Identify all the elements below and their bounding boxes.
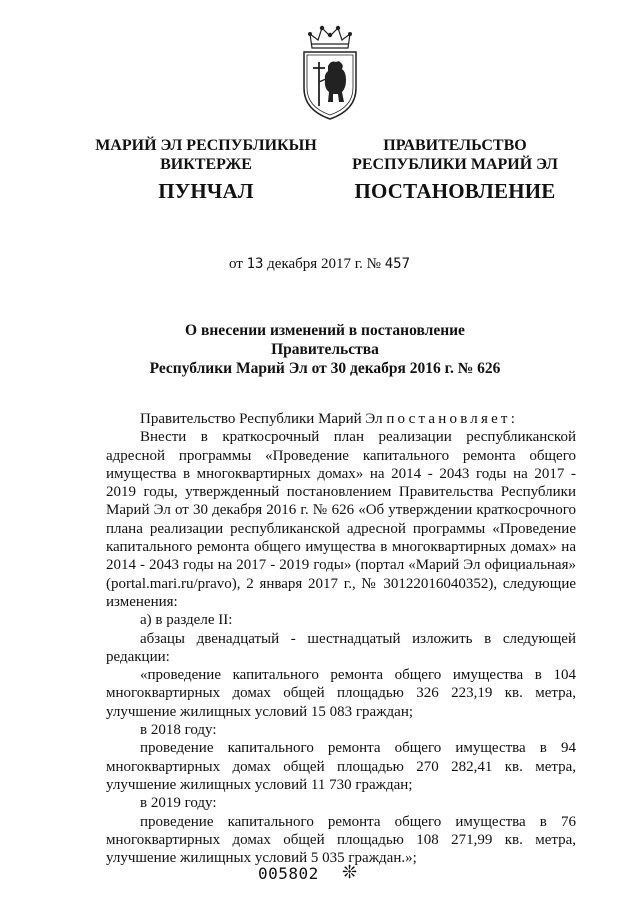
document-subject xyxy=(130,321,520,378)
body-paragraph-2018: проведение капитального ремонта общего имущества в 94 многоквартирных домах общей площадью 270 282,41 кв. метра, улучшение жилищных условий 11 730 граждан; xyxy=(106,740,576,793)
heading-left-title: ПУНЧАЛ xyxy=(158,179,254,203)
date-number-line xyxy=(0,256,639,273)
decree-verb: постановляет: xyxy=(386,411,519,427)
heading-left-block xyxy=(88,136,324,204)
heading-right-title: ПОСТАНОВЛЕНИЕ xyxy=(354,179,556,203)
decree-intro: Правительство Республики Марий Эл xyxy=(140,411,387,427)
body-paragraph-2018-heading: в 2018 году: xyxy=(140,722,217,739)
subject-line2: Республики Марий Эл от 30 декабря 2016 г. № 626 xyxy=(149,360,501,377)
date-prefix: от xyxy=(228,256,243,272)
heading-left-line2: ВИКТЕРЖЕ xyxy=(160,156,252,173)
body-paragraph-decree xyxy=(106,410,576,428)
date-month-year: декабря 2017 г. № xyxy=(267,256,381,272)
body-paragraph-2019: проведение капитального ремонта общего имущества в 76 многоквартирных домах общей площадью 108 271,99 кв. метра, улучшение жилищных условий 5 035 граждан.»; xyxy=(106,813,576,867)
date-day: 13 xyxy=(246,256,264,272)
coat-of-arms-emblem xyxy=(298,22,362,122)
heading-right-line2: РЕСПУБЛИКИ МАРИЙ ЭЛ xyxy=(352,156,558,173)
body-paragraph-2017: «проведение капитального ремонта общего имущества в 104 многоквартирных домах общей площадью 326 223,19 кв. метра, улучшение жилищных условий 15 083 граждан; xyxy=(106,667,576,720)
serial-number-stamp: 005802 xyxy=(258,864,319,883)
body-paragraph-main: Внести в краткосрочный план реализации республиканской адресной программы «Проведение капитального ремонта общего имущества в многоквартирных домах» на 2014 - 2043 годы на 2017 - 2019 годы, утвержденный постановлением Правительства Республики Марий Эл от 30 декабря 2016 г. № 626 «Об утверждении краткосрочного плана реализации республиканской адресной программы «Проведение капитального ремонта общего имущества в многоквартирных домах» на 2014 - 2043 годы на 2017 - 2019 годы» (портал «Марий Эл официальная» (portal.mari.ru/pravo), 2 января 2017 г., № 30122016040352), следующие изменения: xyxy=(106,429,576,610)
subject-line1: О внесении изменений в постановление Правительства xyxy=(185,322,465,358)
asterisk-mark: ❊ xyxy=(342,862,358,882)
heading-right-block xyxy=(350,136,560,204)
heading-right-line1: ПРАВИТЕЛЬСТВО xyxy=(383,137,527,154)
document-number: 457 xyxy=(384,256,411,272)
body-paragraph-section: а) в разделе II: xyxy=(140,612,233,629)
body-paragraph-2019-heading: в 2019 году: xyxy=(140,795,217,812)
body-paragraph-instruction: абзацы двенадцатый - шестнадцатый изложить в следующей редакции: xyxy=(106,630,576,665)
document-body xyxy=(106,410,576,867)
heading-left-line1: МАРИЙ ЭЛ РЕСПУБЛИКЫН xyxy=(95,137,317,154)
